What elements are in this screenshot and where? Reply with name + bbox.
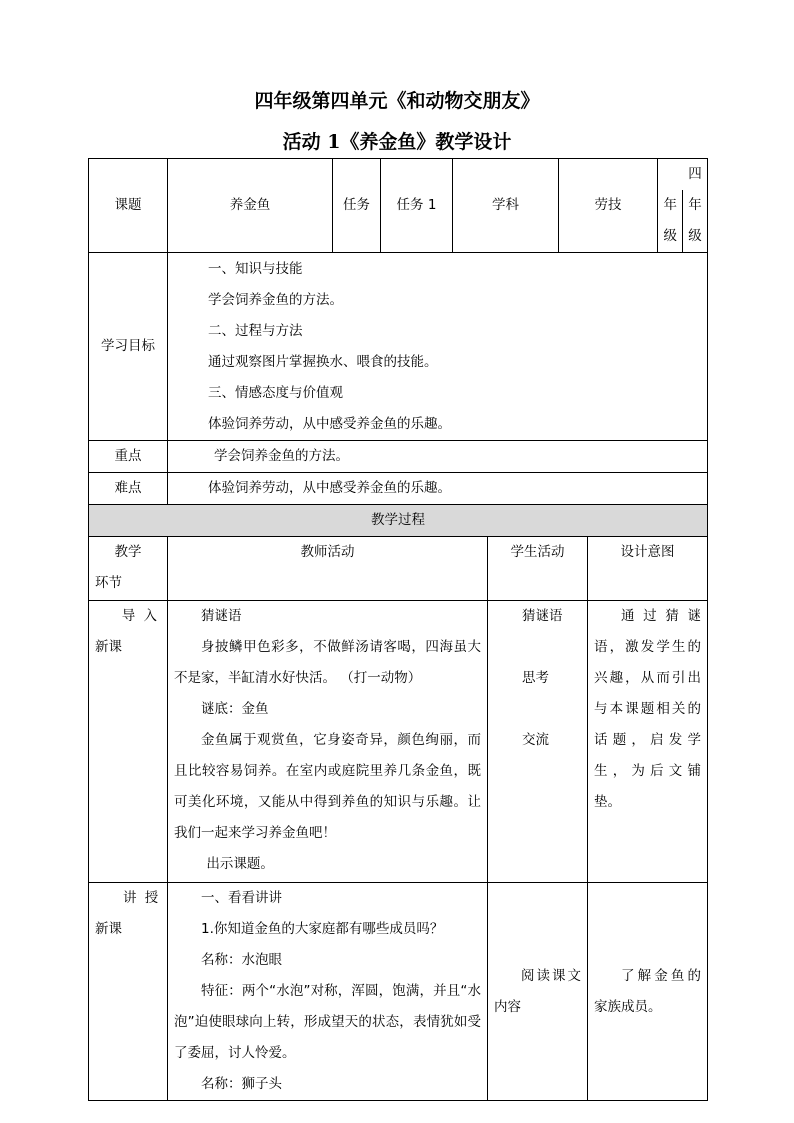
lesson-plan-table bbox=[88, 158, 708, 1101]
task-label: 任务 bbox=[333, 159, 381, 253]
objective-line: 二、过程与方法 bbox=[208, 323, 303, 339]
objective-line: 一、知识与技能 bbox=[208, 261, 303, 277]
intro-teacher-activity: 猜谜语 身披鳞甲色彩多，不做鲜汤请客喝，四海虽大不是家，半缸清水好快活。 （打一动物） 谜底：金鱼 金鱼属于观赏鱼，它身姿奇异，颜色绚丽，而且比较容易饲养。在室内或庭院里养几条金鱼，既可美化环境，又能从中得到养鱼的知识与乐趣。让我们一起来学习养金鱼吧！ 出示课题。 bbox=[168, 601, 488, 883]
lecture-stage: 讲 授 新课 bbox=[89, 883, 168, 1101]
process-header: 教学过程 bbox=[89, 505, 708, 537]
difficulty-text: 体验饲养劳动，从中感受养金鱼的乐趣。 bbox=[168, 473, 708, 505]
objective-line: 学会饲养金鱼的方法。 bbox=[208, 292, 343, 308]
lecture-teacher-activity: 一、看看讲讲 1.你知道金鱼的大家庭都有哪些成员吗？ 名称：水泡眼 特征：两个“水泡”对称，浑圆，饱满，并且“水泡”迫使眼球向上转，形成望天的状态，表情犹如受了委屈，讨人怜爱。 名称：狮子头 bbox=[168, 883, 488, 1101]
task-value: 任务 1 bbox=[381, 159, 453, 253]
intro-stage: 导 入 新课 bbox=[89, 601, 168, 883]
difficulty-label: 难点 bbox=[89, 473, 168, 505]
objective-line: 通过观察图片掌握换水、喂食的技能。 bbox=[208, 354, 438, 370]
topic-value: 养金鱼 bbox=[168, 159, 333, 253]
key-point-label: 重点 bbox=[89, 441, 168, 473]
subject-label: 学科 bbox=[453, 159, 559, 253]
objectives-content bbox=[168, 253, 708, 441]
lecture-design-intent: 了解金鱼的家族成员。 bbox=[588, 883, 708, 1101]
teacher-activity-header: 教师活动 bbox=[168, 537, 488, 601]
document-subtitle: 活动 1《养金鱼》教学设计 bbox=[282, 131, 512, 153]
objective-line: 三、情感态度与价值观 bbox=[208, 385, 343, 401]
topic-label: 课题 bbox=[89, 159, 168, 253]
subject-value: 劳技 bbox=[559, 159, 658, 253]
grade-value bbox=[658, 159, 708, 253]
key-point-text: 学会饲养金鱼的方法。 bbox=[168, 441, 708, 473]
grade-value-text: 四年级 bbox=[688, 166, 702, 244]
lecture-student-activity: 阅读课文内容 bbox=[488, 883, 588, 1101]
objectives-label: 学习目标 bbox=[89, 253, 168, 441]
student-activity-header: 学生活动 bbox=[488, 537, 588, 601]
stage-header: 教学 环节 bbox=[89, 537, 168, 601]
intro-student-activity: 猜谜语 思考 交流 bbox=[488, 601, 588, 883]
objective-line: 体验饲养劳动，从中感受养金鱼的乐趣。 bbox=[208, 416, 451, 432]
design-intent-header: 设计意图 bbox=[588, 537, 708, 601]
grade-label-text: 年级 bbox=[658, 190, 683, 252]
document-title: 四年级第四单元《和动物交朋友》 bbox=[254, 90, 540, 112]
intro-design-intent: 通过猜谜语，激发学生的兴趣，从而引出与本课题相关的话题，启发学生，为后文铺垫。 bbox=[588, 601, 708, 883]
